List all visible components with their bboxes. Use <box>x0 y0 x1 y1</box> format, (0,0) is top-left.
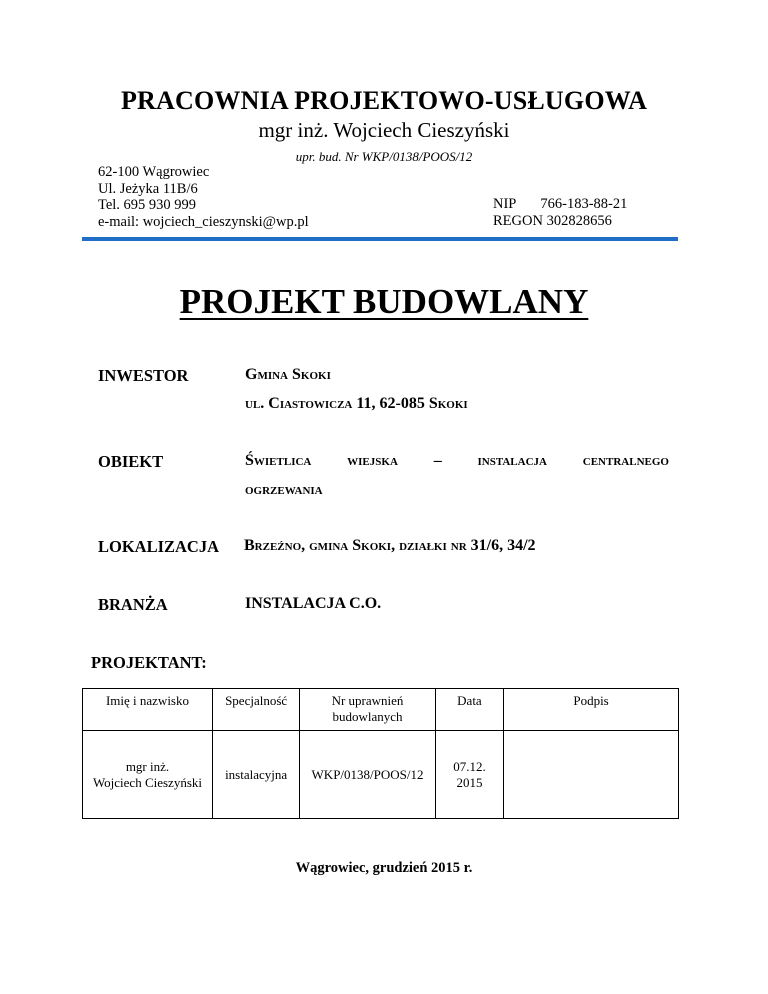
regon: REGON 302828656 <box>493 212 612 229</box>
tax-block <box>493 196 627 229</box>
branza-label: BRANŻA <box>98 595 168 614</box>
lokalizacja-value: Brzeźno, gmina Skoki, działki nr 31/6, 34/2 <box>244 537 536 554</box>
cell-name-line2: Wojciech Cieszyński <box>92 774 203 790</box>
branza-value: INSTALACJA C.O. <box>245 595 382 612</box>
obiekt-word: instalacja <box>477 452 547 469</box>
place-date: Wągrowiec, grudzień 2015 r. <box>295 860 473 876</box>
lokalizacja-label: LOKALIZACJA <box>98 537 220 556</box>
address-email: e-mail: wojciech_cieszynski@wp.pl <box>98 213 309 230</box>
obiekt-value <box>245 452 669 470</box>
col-header: Imię i nazwisko <box>83 689 213 731</box>
obiekt-word: centralnego <box>582 452 669 469</box>
inwestor-label: INWESTOR <box>98 366 189 385</box>
address-phone: Tel. 695 930 999 <box>98 197 197 213</box>
designer-table <box>82 688 679 819</box>
address-postal: 62-100 Wągrowiec <box>98 164 210 180</box>
col-header: Podpis <box>504 689 679 731</box>
cell-name-line1: mgr inż. <box>125 758 170 774</box>
obiekt-word: – <box>433 452 442 469</box>
cell-date <box>435 731 503 819</box>
col-header: Data <box>435 689 503 731</box>
designer-name: mgr inż. Wojciech Cieszyński <box>258 118 510 142</box>
col-header: Nr uprawnień budowlanych <box>300 689 435 731</box>
address-block <box>98 164 309 230</box>
table-row <box>83 731 679 819</box>
address-street: Ul. Jeżyka 11B/6 <box>98 180 198 197</box>
table-header-row <box>83 689 679 731</box>
firm-name: PRACOWNIA PROJEKTOWO-USŁUGOWA <box>120 86 648 115</box>
inwestor-address: ul. Ciastowicza 11, 62-085 Skoki <box>245 395 468 412</box>
nip-value: 766-183-88-21 <box>540 196 628 212</box>
obiekt-label: OBIEKT <box>98 452 164 471</box>
cell-name <box>83 731 213 819</box>
document-title: PROJEKT BUDOWLANY <box>179 282 589 321</box>
cell-date-line2: 2015 <box>456 774 483 790</box>
inwestor-name: Gmina Skoki <box>245 366 331 383</box>
obiekt-word: Świetlica <box>245 452 312 469</box>
license-number: upr. bud. Nr WKP/0138/POOS/12 <box>295 149 473 164</box>
cell-specialty: instalacyjna <box>212 731 299 819</box>
obiekt-word: wiejska <box>347 452 398 469</box>
cell-license: WKP/0138/POOS/12 <box>300 731 435 819</box>
nip-label: NIP <box>493 196 517 212</box>
header-divider <box>82 237 678 241</box>
cell-date-line1: 07.12. <box>453 758 486 774</box>
cell-signature <box>504 731 679 819</box>
obiekt-value-line2: ogrzewania <box>245 481 323 498</box>
projektant-heading: PROJEKTANT: <box>91 653 207 672</box>
col-header: Specjalność <box>212 689 299 731</box>
